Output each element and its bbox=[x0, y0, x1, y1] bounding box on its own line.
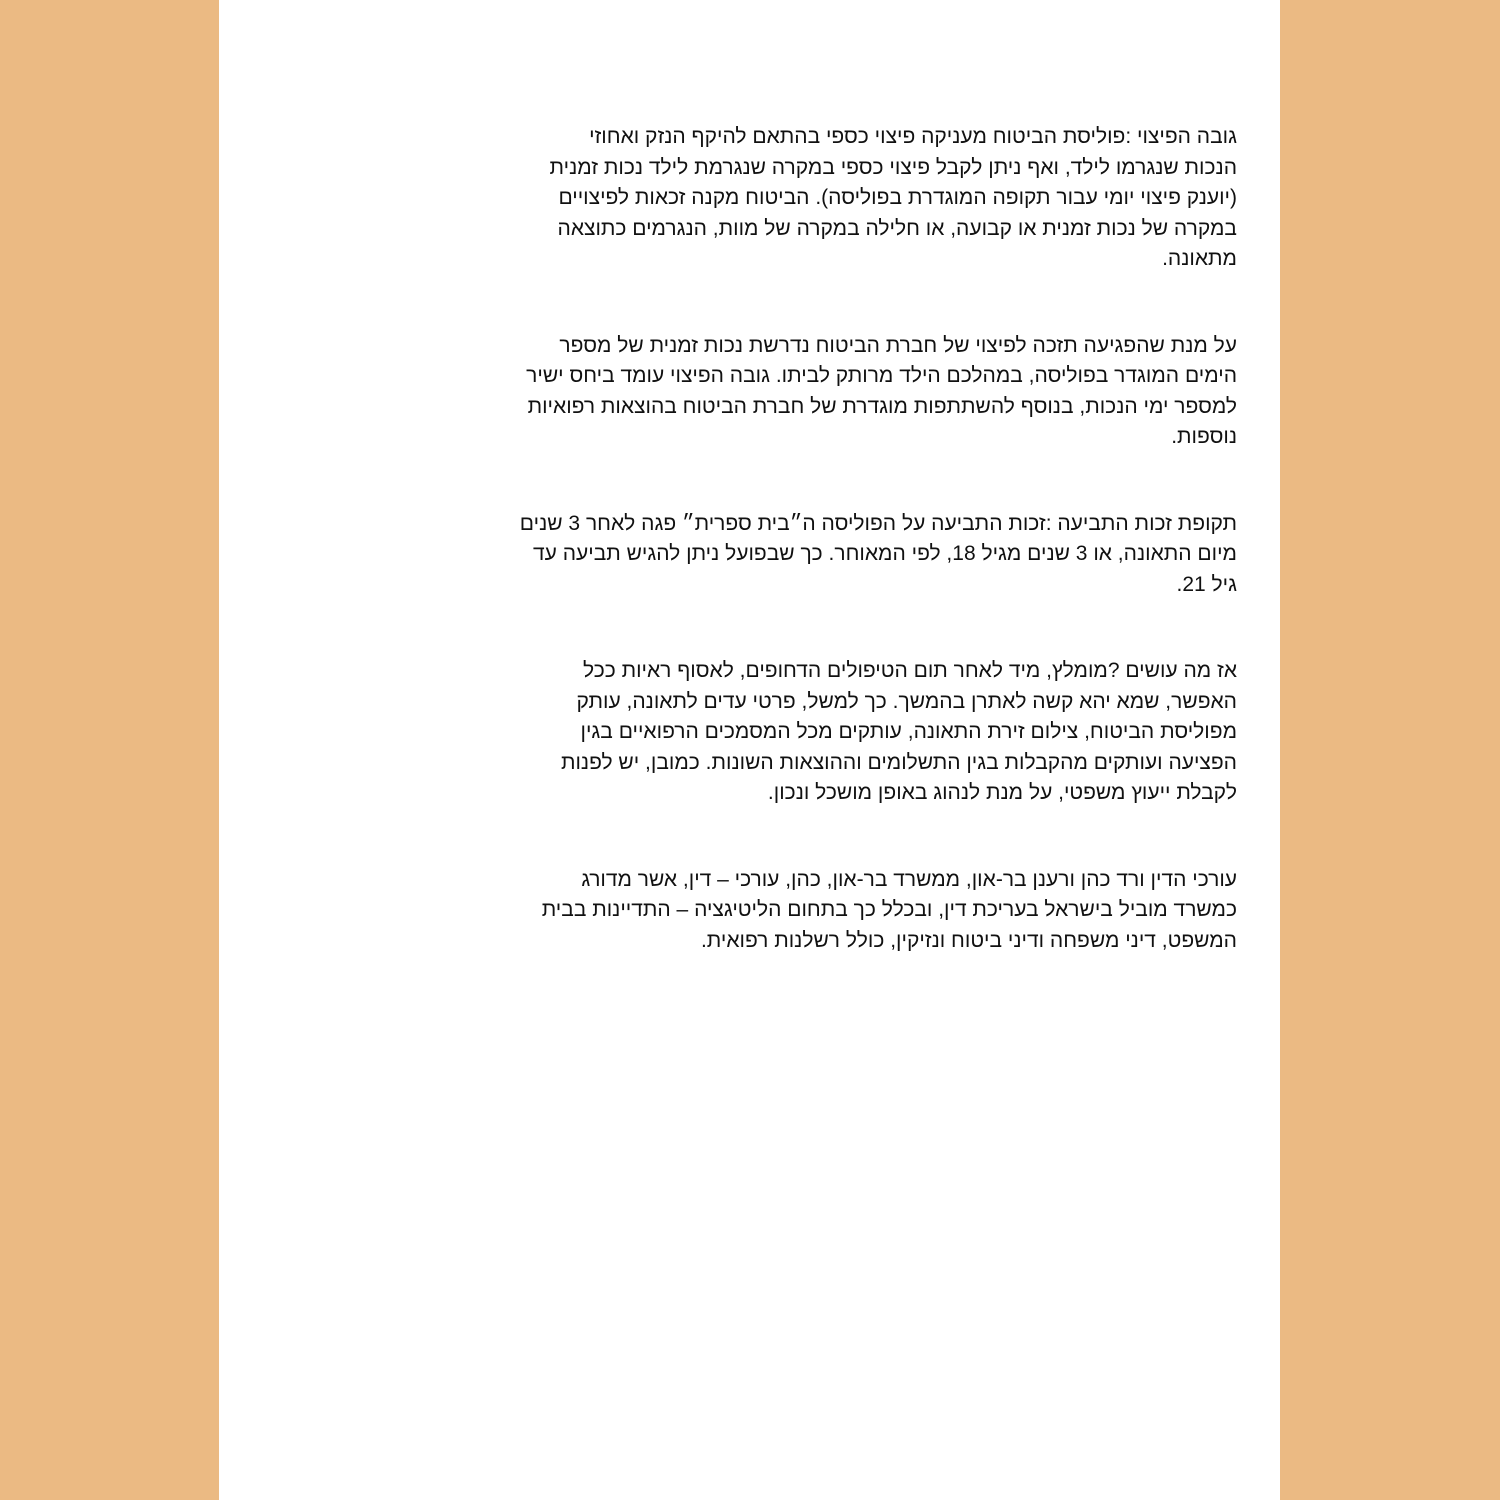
document-body bbox=[367, 122, 1237, 956]
text-line: מתאונה. bbox=[1162, 247, 1237, 270]
document-page bbox=[219, 0, 1280, 1500]
paragraph-1 bbox=[367, 122, 1237, 275]
text-line: כמשרד מוביל בישראל בעריכת דין, ובכלל כך בתחום הליטיגציה – התדיינות בבית bbox=[541, 898, 1237, 921]
text-line: האפשר, שמא יהא קשה לאתרן בהמשך. כך למשל, פרטי עדים לתאונה, עותק bbox=[576, 689, 1237, 713]
text-line: גובה הפיצוי :פוליסת הביטוח מעניקה פיצוי כספי בהתאם להיקף הנזק ואחוזי bbox=[589, 125, 1237, 148]
paragraph-3 bbox=[367, 509, 1237, 601]
text-line: הנכות שנגרמו לילד, ואף ניתן לקבל פיצוי כספי במקרה שנגרמת לילד נכות זמנית bbox=[549, 155, 1237, 179]
paragraph-5 bbox=[367, 865, 1237, 957]
text-line: (יוענק פיצוי יומי עבור תקופה המוגדרת בפוליסה). הביטוח מקנה זכאות לפיצויים bbox=[558, 186, 1237, 209]
text-line: על מנת שהפגיעה תזכה לפיצוי של חברת הביטוח נדרשת נכות זמנית של מספר bbox=[559, 333, 1237, 357]
text-line: הפציעה ועותקים מהקבלות בגין התשלומים וההוצאות השונות. כמובן, יש לפנות bbox=[560, 750, 1237, 774]
text-line: מפוליסת הביטוח, צילום זירת התאונה, עותקים מכל המסמכים הרפואיים בגין bbox=[580, 720, 1237, 743]
text-line: המשפט, דיני משפחה ודיני ביטוח ונזיקין, כולל רשלנות רפואית. bbox=[700, 928, 1237, 952]
text-line: גיל 21. bbox=[1176, 572, 1237, 596]
paragraph-2 bbox=[367, 331, 1237, 453]
text-line: במקרה של נכות זמנית או קבועה, או חלילה במקרה של מוות, הנגרמים כתוצאה bbox=[557, 216, 1237, 240]
text-line: לקבלת ייעוץ משפטי, על מנת לנהוג באופן מושכל ונכון. bbox=[767, 781, 1237, 804]
text-line: תקופת זכות התביעה :זכות התביעה על הפוליסה ה״בית ספרית״ פגה לאחר 3 שנים bbox=[519, 511, 1237, 535]
text-line: עורכי הדין ורד כהן ורענן בר-און, ממשרד בר-און, כהן, עורכי – דין, אשר מדורג bbox=[581, 867, 1237, 891]
text-line: הימים המוגדר בפוליסה, במהלכם הילד מרותק לביתו. גובה הפיצוי עומד ביחס ישיר bbox=[526, 364, 1237, 387]
text-line: נוספות. bbox=[1171, 425, 1237, 448]
text-line: למספר ימי הנכות, בנוסף להשתתפות מוגדרת של חברת הביטוח בהוצאות רפואיות bbox=[527, 394, 1237, 418]
text-line: אז מה עושים ?מומלץ, מיד לאחר תום הטיפולים הדחופים, לאסוף ראיות ככל bbox=[582, 659, 1237, 682]
text-line: מיום התאונה, או 3 שנים מגיל 18, לפי המאוחר. כך שבפועל ניתן להגיש תביעה עד bbox=[533, 542, 1237, 565]
paragraph-4 bbox=[367, 656, 1237, 809]
